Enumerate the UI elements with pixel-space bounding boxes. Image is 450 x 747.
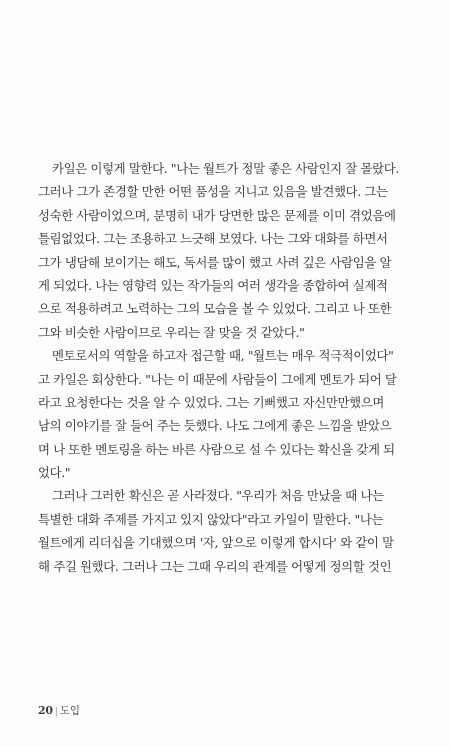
text-line: 월트에게 리더십을 기대했으며 '자, 앞으로 이렇게 합시다' 와 같이 말: [38, 535, 394, 551]
paragraph: [38, 484, 430, 578]
text-line: 그가 냉담해 보이기는 해도, 독서를 많이 했고 사려 깊은 사람임을 알: [38, 254, 392, 270]
text-line: 게 되었다. 나는 영향력 있는 작가들의 여러 생각을 종합하여 실제적: [38, 277, 388, 293]
body-text: [38, 157, 430, 578]
text-line: 남의 이야기를 잘 들어 주는 듯했다. 나도 그에게 좋은 느낌을 받았으: [38, 418, 392, 434]
text-line: 그러나 그러한 확신은 곧 사라졌다. "우리가 처음 만났을 때 나는: [52, 488, 384, 504]
page-number: 20: [38, 704, 53, 717]
text-line: 그러나 그가 존경할 만한 어떤 품성을 지니고 있음을 발견했다. 그는: [38, 184, 388, 200]
paragraph: [38, 344, 430, 484]
text-line: 해 주길 원했다. 그러나 그는 그때 우리의 관계를 어떻게 정의할 것인: [38, 558, 392, 574]
running-head: 도입: [59, 705, 81, 717]
text-line: 라고 요청한다는 것을 알 수 있었다. 그는 기뻐했고 자신만만했으며: [38, 394, 385, 410]
text-line: 멘토로서의 역할을 하고자 접근할 때, "월트는 매우 적극적이었다": [52, 348, 394, 364]
text-line: 카일은 이렇게 말한다. "나는 월트가 정말 좋은 사람인지 잘 몰랐다.: [52, 161, 399, 176]
text-line: 며 나 또한 멘토링을 하는 바른 사람으로 설 수 있다는 확신을 갖게 되: [38, 441, 395, 457]
text-line: 그와 비슷한 사람이므로 우리는 잘 맞을 것 같았다.": [38, 324, 305, 340]
text-line: 틀림없었다. 그는 조용하고 느긋해 보였다. 나는 그와 대화를 하면서: [38, 231, 388, 247]
paragraph: [38, 157, 430, 344]
text-line: 었다.": [38, 465, 71, 481]
text-line: 고 카일은 회상한다. "나는 이 때문에 사람들이 그에게 멘토가 되어 달: [38, 371, 397, 387]
text-line: 특별한 대화 주제를 가지고 있지 않았다"라고 카일이 말한다. "나는: [38, 511, 384, 527]
footer-separator: |: [54, 707, 58, 717]
text-line: 으로 적용하려고 노력하는 그의 모습을 볼 수 있었다. 그리고 나 또한: [38, 301, 392, 317]
text-line: 성숙한 사람이었으며, 분명히 내가 당면한 많은 문제를 이미 겪었음에: [38, 207, 396, 223]
page-footer: [38, 703, 80, 718]
